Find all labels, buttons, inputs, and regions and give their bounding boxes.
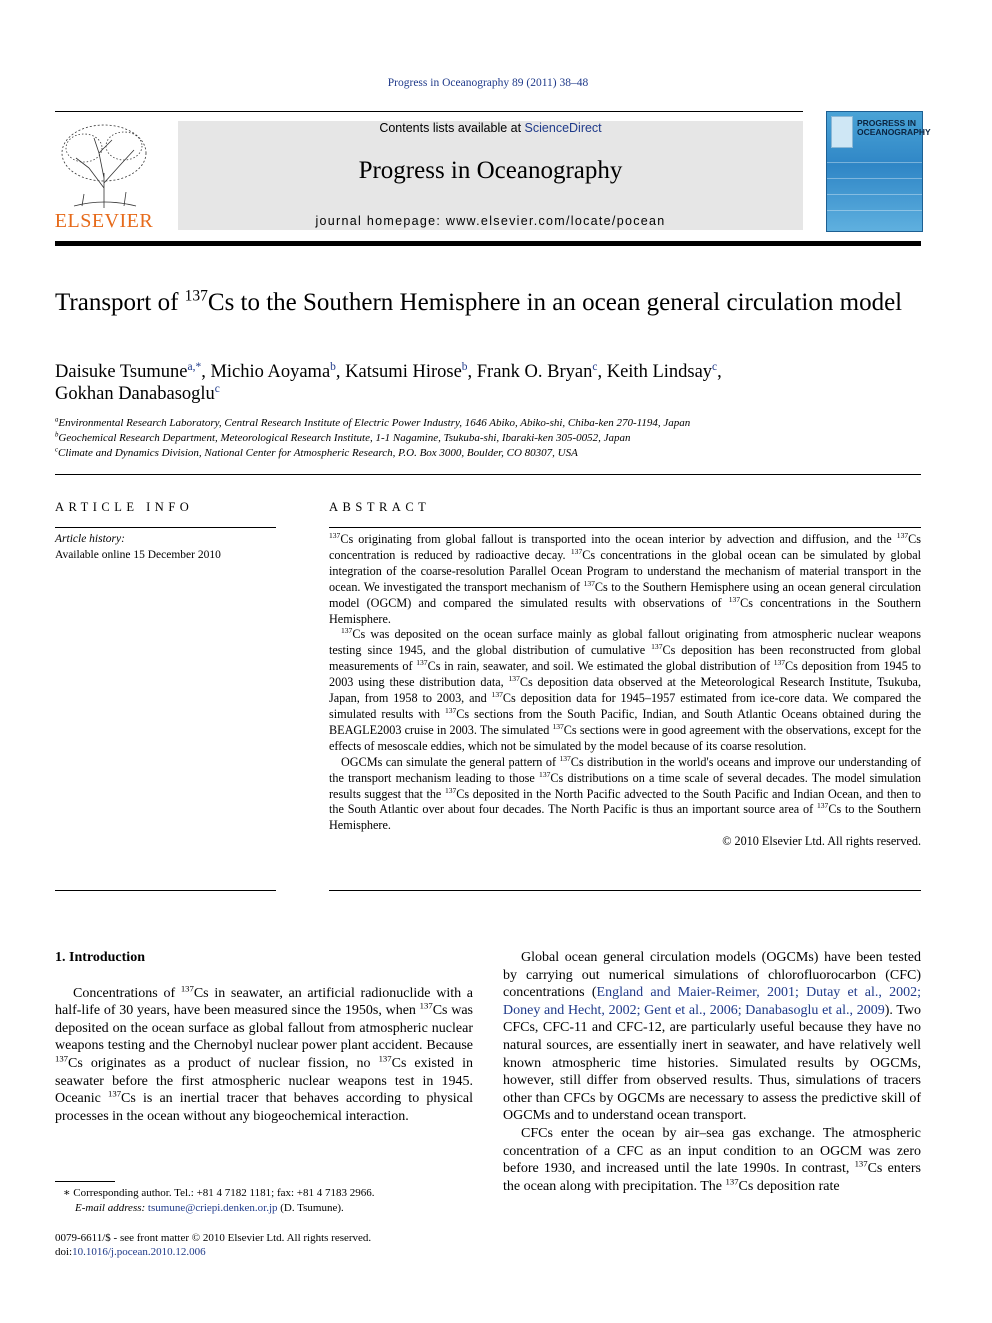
- author-list: Daisuke Tsumune$^{a,*}$, Michio Aoyama$^b$, Katsumi Hirose$^b$, Frank O. Bryan$^c$, Keith Lindsay$^c$, Gokhan Danabasoglu$^c$: [55, 360, 722, 404]
- divider: [329, 527, 921, 528]
- author[interactable]: Katsumi Hirose: [345, 362, 462, 382]
- affiliation-mark: c: [55, 446, 59, 454]
- body-paragraph: CFCs enter the ocean by air–sea gas exchange. The atmospheric concentration of a CFC as an input condition to an OGCM was zero before 1930, and increased until the late 1990s. In contrast, $^{137}$Cs enters the ocean along with precipitation. The $^{137}$Cs deposition rate: [503, 1125, 921, 1194]
- abstract-paragraph: $^{137}$Cs was deposited on the ocean surface mainly as global fallout originating from atmospheric nuclear weapons testing since 1945, and the global distribution of cumulative $^{137}$Cs deposition has been reconstructed from global measurements of $^{137}$Cs in rain, seawater, and soil. We estimated the global distribution of $^{137}$Cs deposition from 1945 to 2003 using these distribution data, $^{137}$Cs deposition data observed at the Meteorological Research Institute, Tsukuba, Japan, from 1958 to 2003, and $^{137}$Cs deposition data for 1945–1957 estimated from ice-core data. We compared the simulated results with $^{137}$Cs sections from the South Pacific, Indian, and South Atlantic Oceans obtained during the BEAGLE2003 cruise in 2003. The simulated $^{137}$Cs sections were in good agreement with the observations, except for the effects of mesoscale eddies, which not be simulated by the model because of its coarse resolution.: [329, 626, 922, 753]
- corresponding-note: ∗ Corresponding author. Tel.: +81 4 7182 1181; fax: +81 4 7183 2966.: [63, 1187, 375, 1199]
- author-mark[interactable]: c: [214, 382, 220, 395]
- body-left-column: [55, 949, 473, 1125]
- cover-logo-block: [831, 116, 853, 148]
- divider: [55, 890, 276, 891]
- author[interactable]: Michio Aoyama: [210, 362, 331, 382]
- journal-banner: [178, 121, 803, 230]
- email-link[interactable]: tsumune@criepi.denken.or.jp: [147, 1202, 278, 1214]
- journal-reference[interactable]: Progress in Oceanography 89 (2011) 38–48: [387, 77, 589, 89]
- title-part1: Transport of: [55, 289, 185, 316]
- affiliation: [55, 416, 915, 431]
- abstract-body: [329, 532, 921, 850]
- article-title: [55, 288, 915, 318]
- body-paragraph: [503, 949, 921, 1125]
- author-mark[interactable]: c: [712, 360, 718, 373]
- body-paragraph: Concentrations of $^{137}$Cs in seawater, an artificial radionuclide with a half-life of 30 years, have been measured since the 1950s, when $^{137}$Cs was deposited on the ocean surface as global fallout from atmospheric nuclear weapons testing and the Chernobyl nuclear power plant accident. Because $^{137}$Cs originates as a product of nuclear fission, no $^{137}$Cs existed in seawater before the first atmospheric nuclear weapons test in 1945. Oceanic $^{137}$Cs is an inertial tracer that behaves according to physical processes in the ocean without any biogeochemical interaction.: [55, 982, 474, 1124]
- history-label: Article history:: [55, 533, 125, 545]
- citation-links[interactable]: England and Maier-Reimer, 2001; Dutay et al., 2002; Doney and Hecht, 2002; Gent et al., 2006; Danabasoglu et al., 2009: [503, 985, 922, 1018]
- journal-title: Progress in Oceanography: [358, 157, 623, 184]
- journal-cover-image: [826, 111, 931, 232]
- page-footer: [55, 1231, 475, 1259]
- cover-title: PROGRESS IN OCEANOGRAPHY: [857, 118, 931, 137]
- doi-link[interactable]: 10.1016/j.pocean.2010.12.006: [72, 1246, 206, 1258]
- cover-wave: [827, 210, 922, 211]
- divider: [55, 527, 276, 528]
- abstract-paragraph: OGCMs can simulate the general pattern of $^{137}$Cs distribution in the world's oceans and improve our understanding of the transport mechanism leading to those $^{137}$Cs distributions on a time scale of several decades. The model simulation results suggest that the $^{137}$Cs deposited in the North Pacific advected to the South Pacific and Indian Ocean, and then to the South Atlantic over about four decades. The North Pacific is thus an important source area of $^{137}$Cs to the Southern Hemisphere.: [329, 753, 922, 833]
- author[interactable]: Frank O. Bryan: [476, 362, 593, 382]
- abstract-heading: ABSTRACT: [329, 500, 431, 514]
- contents-prefix: Contents lists available at: [379, 121, 525, 135]
- elsevier-wordmark: ELSEVIER: [54, 210, 154, 232]
- author[interactable]: Gokhan Danabasoglu: [55, 384, 215, 404]
- cover-wave: [827, 194, 922, 195]
- footnote: [55, 1186, 475, 1216]
- affiliation-text: Climate and Dynamics Division, National Center for Atmospheric Research, P.O. Box 3000, Boulder, CO 80307, USA: [58, 447, 578, 459]
- section-heading: 1. Introduction: [55, 950, 145, 965]
- divider: [329, 890, 921, 891]
- author-mark[interactable]: a,*: [187, 360, 202, 373]
- affiliation-text: Environmental Research Laboratory, Central Research Institute of Electric Power Industry, 1646 Abiko, Abiko-shi, Chiba-ken 270-1194, Japan: [58, 417, 691, 429]
- cover-wave: [827, 178, 922, 179]
- doi-label: doi:: [55, 1246, 73, 1258]
- author-mark[interactable]: b: [461, 360, 468, 373]
- history-value: Available online 15 December 2010: [55, 548, 221, 561]
- email-suffix: (D. Tsumune).: [277, 1202, 344, 1214]
- paragraph-text: Global ocean general circulation models (OGCMs) have been tested by carrying out numerical simulations of chlorofluorocarbon (CFC) concentrations (: [503, 950, 921, 1001]
- header-thick-rule: [55, 241, 921, 246]
- article-info-heading: ARTICLE INFO: [55, 500, 194, 514]
- header-rule: [55, 111, 803, 112]
- author-mark[interactable]: c: [592, 360, 598, 373]
- issn-line: 0079-6611/$ - see front matter © 2010 Elsevier Ltd. All rights reserved.: [55, 1232, 372, 1244]
- affiliation-mark: b: [55, 431, 59, 439]
- author[interactable]: Daisuke Tsumune: [55, 362, 188, 382]
- footnote-rule: [55, 1181, 115, 1182]
- divider: [55, 474, 921, 475]
- contents-line: [178, 121, 803, 135]
- cover-wave: [827, 162, 922, 163]
- author[interactable]: Keith Lindsay: [606, 362, 713, 382]
- title-part2: Cs to the Southern Hemisphere in an ocean general circulation model: [207, 289, 903, 316]
- email-note: [55, 1201, 475, 1216]
- body-right-column: [503, 949, 921, 1195]
- article-history: [55, 532, 276, 563]
- corresponding-text: Corresponding author. Tel.: +81 4 7182 1181; fax: +81 4 7183 2966.: [73, 1187, 375, 1199]
- abstract-paragraph: $^{137}$Cs originating from global fallout is transported into the ocean interior by advection and diffusion, and the $^{137}$Cs concentration is reduced by radioactive decay. $^{137}$Cs concentrations in the global ocean can be simulated by global integration of the coarse-resolution Parallel Ocean Program to understand the mechanism of material transport in the ocean. We investigated the transport mechanism of $^{137}$Cs to the Southern Hemisphere using an ocean general circulation model (OGCM) and compared the simulated results with observations of $^{137}$Cs concentrations in the Southern Hemisphere.: [329, 530, 922, 626]
- author-mark[interactable]: b: [330, 360, 336, 373]
- email-label: E-mail address:: [75, 1202, 146, 1214]
- affiliation-mark: a: [55, 416, 59, 424]
- affiliations: [55, 416, 915, 461]
- affiliation: [55, 431, 915, 446]
- sciencedirect-link[interactable]: ScienceDirect: [524, 121, 602, 135]
- abstract-copyright: © 2010 Elsevier Ltd. All rights reserved.: [722, 834, 921, 849]
- doi-line: [55, 1245, 475, 1259]
- journal-homepage[interactable]: journal homepage: www.elsevier.com/locate/pocean: [315, 214, 666, 228]
- paragraph-text: ). Two CFCs, CFC-11 and CFC-12, are particularly useful because they have no natural sources, are essentially inert in seawater, and have relatively well known atmospheric time histories. Simulated results by OGCMs, however, still differ from observed results. Thus, simulations of tracers other than CFCs by OGCMs are necessary to assess the predictive skill of OGCMs and to understand ocean transport.: [503, 1002, 921, 1124]
- affiliation: [55, 446, 915, 461]
- affiliation-text: Geochemical Research Department, Meteorological Research Institute, 1-1 Nagamine, Tsukuba-shi, Ibaraki-ken 305-0052, Japan: [58, 432, 631, 444]
- title-superscript: 137: [184, 287, 208, 305]
